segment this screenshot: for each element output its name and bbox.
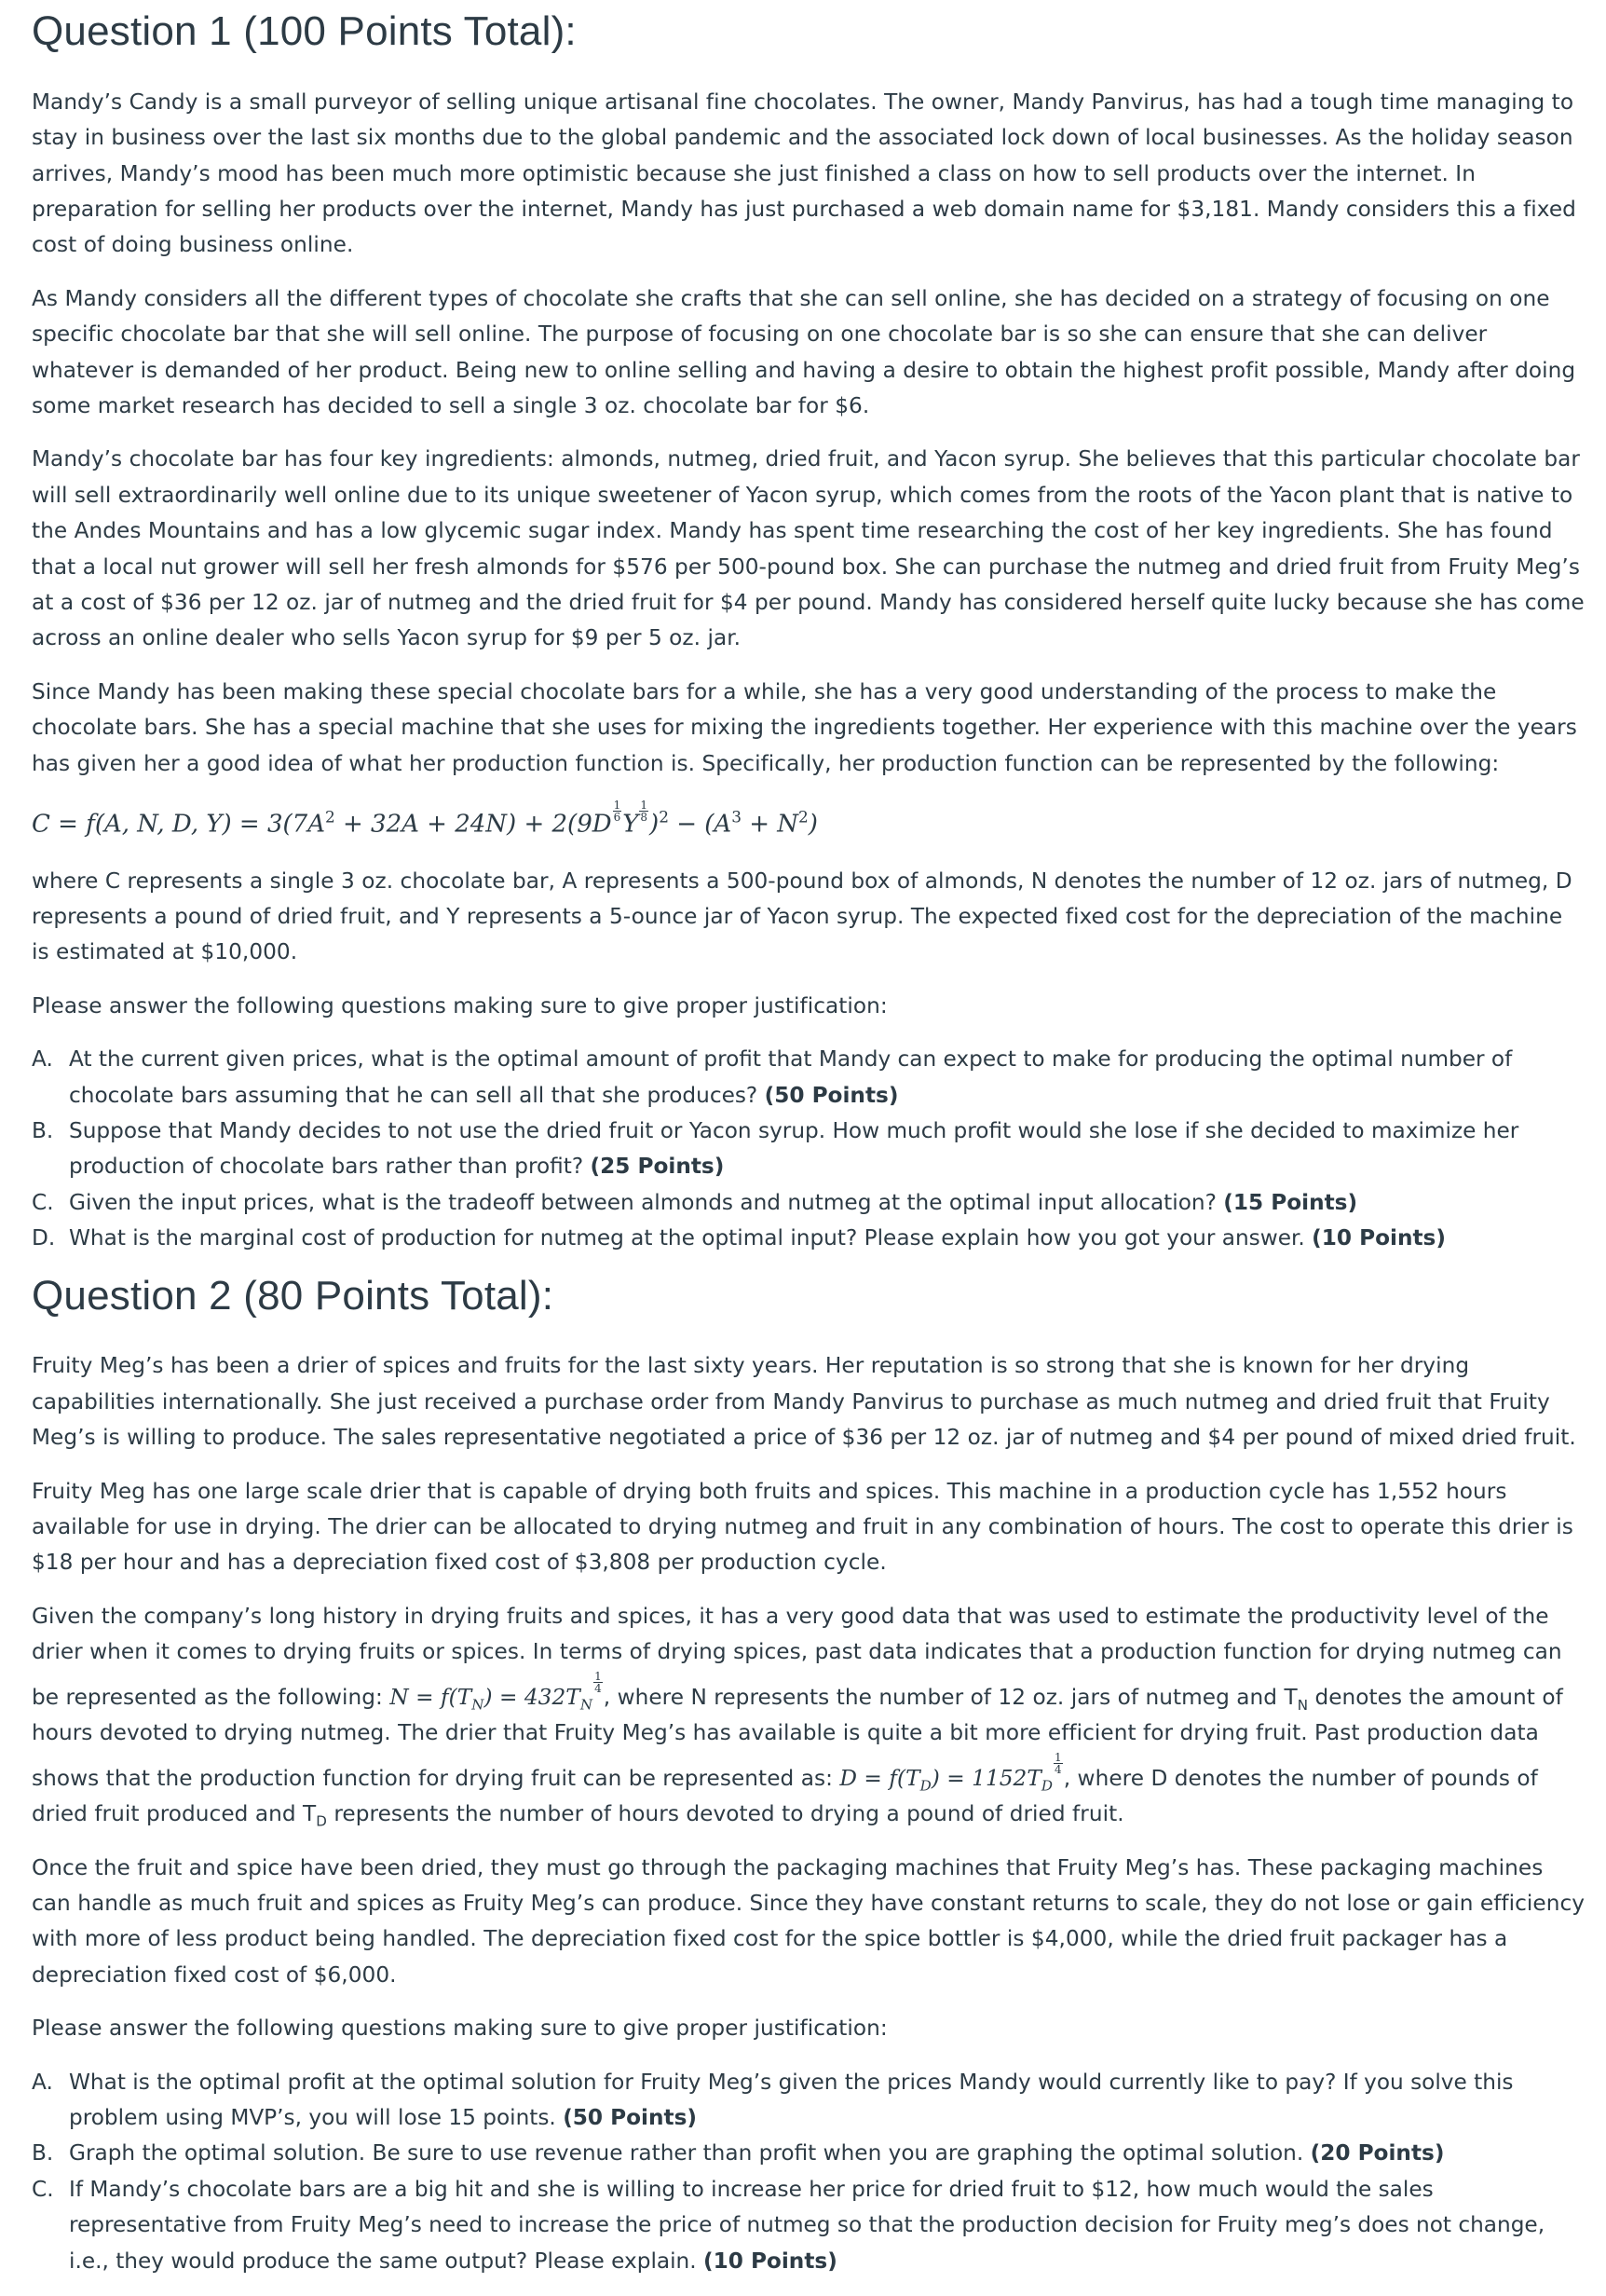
- q1-item-b: B. Suppose that Mandy decides to not use the dried fruit or Yacon syrup. How much profit would she lose if she decided to maximize her production of chocolate bars rather than profit? (25 Points): [32, 1117, 1519, 1180]
- q2-paragraph-3: Given the company’s long history in drying fruits and spices, it has a very good data that was used to estimate the productivity level of the drier when it comes to drying fruits or spices. In terms of drying spices, past data indicates that a production function for drying nutmeg can be represented as the following: $N = f(T_N) = 432T_N$ $\frac{1}{4}$ , where N represents the number of 12 oz. jars of nutmeg and $T_N$ denotes the amount of hours devoted to drying nutmeg. The drier that Fruity Meg’s has available is quite a bit more efficient for drying fruit. Past production data shows that the production function for drying fruit can be represented as: $D = f(T_D) = 1152T_D$ $\frac{1}{4}$ , where D denotes the number of pounds of dried fruit produced and $T_D$ represents the number of hours devoted to drying a pound of dried fruit.: [32, 1603, 1563, 1830]
- document-page: [32, 0, 1586, 2294]
- q2-sub-questions: [32, 2065, 1586, 2279]
- q1-paragraph-5: where C represents a single 3 oz. chocolate bar, A represents a 500-pound box of almonds, N denotes the number of 12 oz. jars of nutmeg, D represents a pound of dried fruit, and Y represents a 5-ounce jar of Yacon syrup. The expected fixed cost for the depreciation of the machine is estimated at $10,000.: [32, 868, 1572, 965]
- q2-item-a: A. What is the optimal profit at the optimal solution for Fruity Meg’s given the prices Mandy would currently like to pay? If you solve this problem using MVP’s, you will lose 15 points. (50 Points): [32, 2069, 1514, 2131]
- q1-item-c: C. Given the input prices, what is the tradeoff between almonds and nutmeg at the optimal input allocation? (15 Points): [32, 1189, 1358, 1215]
- question-2-heading: Question 2 (80 Points Total):: [32, 1272, 554, 1319]
- q1-paragraph-4: Since Mandy has been making these special chocolate bars for a while, she has a very good understanding of the process to make the chocolate bars. She has a special machine that she uses for mixing the ingredients together. Her experience with this machine over the years has given her a good idea of what her production function is. Specifically, her production function can be represented by the following:: [32, 678, 1577, 776]
- q1-item-d: D. What is the marginal cost of production for nutmeg at the optimal input? Please explain how you got your answer. (10 Points): [32, 1225, 1446, 1251]
- q1-instructions: Please answer the following questions making sure to give proper justification:: [32, 992, 888, 1018]
- q2-paragraph-4: Once the fruit and spice have been dried, they must go through the packaging machines that Fruity Meg’s has. These packaging machines can handle as much fruit and spices as Fruity Meg’s can produce. Since they have constant returns to scale, they do not lose or gain efficiency with more of less product being handled. The depreciation fixed cost for the spice bottler is $4,000, while the dried fruit packager has a depreciation fixed cost of $6,000.: [32, 1854, 1586, 1988]
- q2-paragraph-1: Fruity Meg’s has been a drier of spices and fruits for the last sixty years. Her reputation is so strong that she is known for her drying capabilities internationally. She just received a purchase order from Mandy Panvirus to purchase as much nutmeg and dried fruit that Fruity Meg’s is willing to produce. The sales representative negotiated a price of $36 per 12 oz. jar of nutmeg and $4 per pound of mixed dried fruit.: [32, 1353, 1576, 1451]
- production-function-formula: C = f(A, N, D, $Y) = 3(7A^2 + 32A + 24N) + 2(9D$ $\frac{1}{6}$ Y $\frac{1}{8}$ )$^2 - (A^3 + N^2)$: [32, 799, 818, 839]
- q1-paragraph-1: Mandy’s Candy is a small purveyor of selling unique artisanal fine chocolates. The owner, Mandy Panvirus, has had a tough time managing to stay in business over the last six months due to the global pandemic and the associated lock down of local businesses. As the holiday season arrives, Mandy’s mood has been much more optimistic because she just finished a class on how to sell products over the internet. In preparation for selling her products over the internet, Mandy has just purchased a web domain name for $3,181. Mandy considers this a fixed cost of doing business online.: [32, 89, 1576, 258]
- q2-item-c: C. If Mandy’s chocolate bars are a big hit and she is willing to increase her price for dried fruit to $12, how much would the sales representative from Fruity Meg’s need to increase the price of nutmeg so that the production decision for Fruity meg’s does not change, i.e., they would produce the same output? Please explain. (10 Points): [32, 2176, 1545, 2274]
- nutmeg-production-function: $N = f(T_N) = 432T_N$ $\frac{1}{4}$: [389, 1669, 602, 1714]
- q1-item-a: A. At the current given prices, what is the optimal amount of profit that Mandy can expect to make for producing the optimal number of chocolate bars assuming that he can sell all that she produces? (50 Points): [32, 1046, 1513, 1108]
- question-1-heading: Question 1 (100 Points Total):: [32, 8, 577, 54]
- q1-paragraph-3: Mandy’s chocolate bar has four key ingredients: almonds, nutmeg, dried fruit, and Yacon syrup. She believes that this particular chocolate bar will sell extraordinarily well online due to its unique sweetener of Yacon syrup, which comes from the roots of the Yacon plant that is native to the Andes Mountains and has a low glycemic sugar index. Mandy has spent time researching the cost of her key ingredients. She has found that a local nut grower will sell her fresh almonds for $576 per 500-pound box. She can purchase the nutmeg and dried fruit from Fruity Meg’s at a cost of $36 per 12 oz. jar of nutmeg and the dried fruit for $4 per pound. Mandy has considered herself quite lucky because she has come across an online dealer who sells Yacon syrup for $9 per 5 oz. jar.: [32, 446, 1585, 651]
- q1-sub-questions: [32, 1042, 1586, 1256]
- fruit-production-function: $D = f(T_D) = 1152T_D$ $\frac{1}{4}$: [839, 1750, 1062, 1795]
- q1-paragraph-2: As Mandy considers all the different types of chocolate she crafts that she can sell online, she has decided on a strategy of focusing on one specific chocolate bar that she will sell online. The purpose of focusing on one chocolate bar is so she can ensure that she can deliver whatever is demanded of her product. Being new to online selling and having a desire to obtain the highest profit possible, Mandy after doing some market research has decided to sell a single 3 oz. chocolate bar for $6.: [32, 285, 1576, 419]
- q2-paragraph-2: Fruity Meg has one large scale drier that is capable of drying both fruits and spices. This machine in a production cycle has 1,552 hours available for use in drying. The drier can be allocated to drying nutmeg and fruit in any combination of hours. The cost to operate this drier is $18 per hour and has a depreciation fixed cost of $3,808 per production cycle.: [32, 1478, 1573, 1576]
- q2-item-b: B. Graph the optimal solution. Be sure to use revenue rather than profit when you are graphing the optimal solution. (20 Points): [32, 2140, 1445, 2166]
- q2-instructions: Please answer the following questions making sure to give proper justification:: [32, 2016, 888, 2042]
